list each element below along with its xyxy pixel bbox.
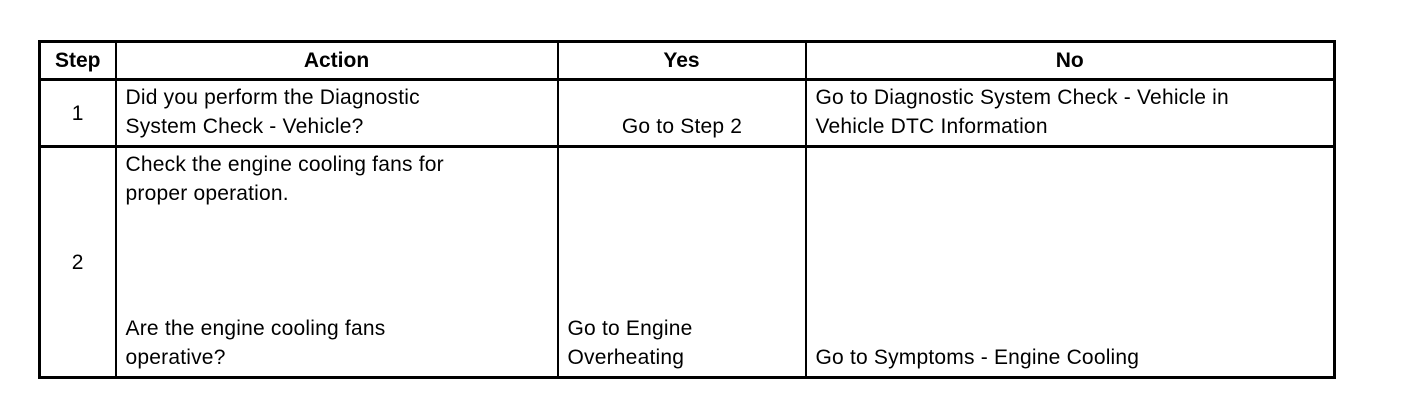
- header-no: No: [806, 42, 1335, 80]
- action-text: System Check - Vehicle?: [125, 115, 364, 138]
- action-text: operative?: [125, 346, 226, 369]
- table-row: [40, 80, 1335, 147]
- no-cell: [806, 80, 1335, 147]
- diagnostic-table: [38, 40, 1336, 379]
- step-number: 2: [40, 147, 116, 378]
- table-header-row: [40, 42, 1335, 80]
- no-text: Go to Diagnostic System Check - Vehicle in: [815, 86, 1229, 109]
- header-step: Step: [40, 42, 116, 80]
- header-action: Action: [116, 42, 558, 80]
- no-text: Go to Symptoms - Engine Cooling: [815, 346, 1140, 369]
- step-number: 1: [40, 80, 116, 147]
- yes-text: Go to Engine: [567, 317, 693, 340]
- yes-cell: [558, 80, 806, 147]
- action-text: Did you perform the Diagnostic: [125, 86, 420, 109]
- action-check-block: [126, 150, 549, 208]
- table-row: [40, 147, 1335, 378]
- yes-text: Go to Step 2: [621, 115, 743, 138]
- action-text: Are the engine cooling fans: [125, 317, 386, 340]
- header-yes: Yes: [558, 42, 806, 80]
- yes-cell: [558, 147, 806, 378]
- action-cell: [116, 80, 558, 147]
- no-text: Vehicle DTC Information: [815, 115, 1048, 138]
- no-cell: [806, 147, 1335, 378]
- yes-text: Overheating: [567, 346, 685, 369]
- action-cell: [116, 147, 558, 378]
- action-text: Check the engine cooling fans for: [125, 153, 444, 176]
- action-text: proper operation.: [125, 182, 289, 205]
- action-question-block: [126, 314, 549, 372]
